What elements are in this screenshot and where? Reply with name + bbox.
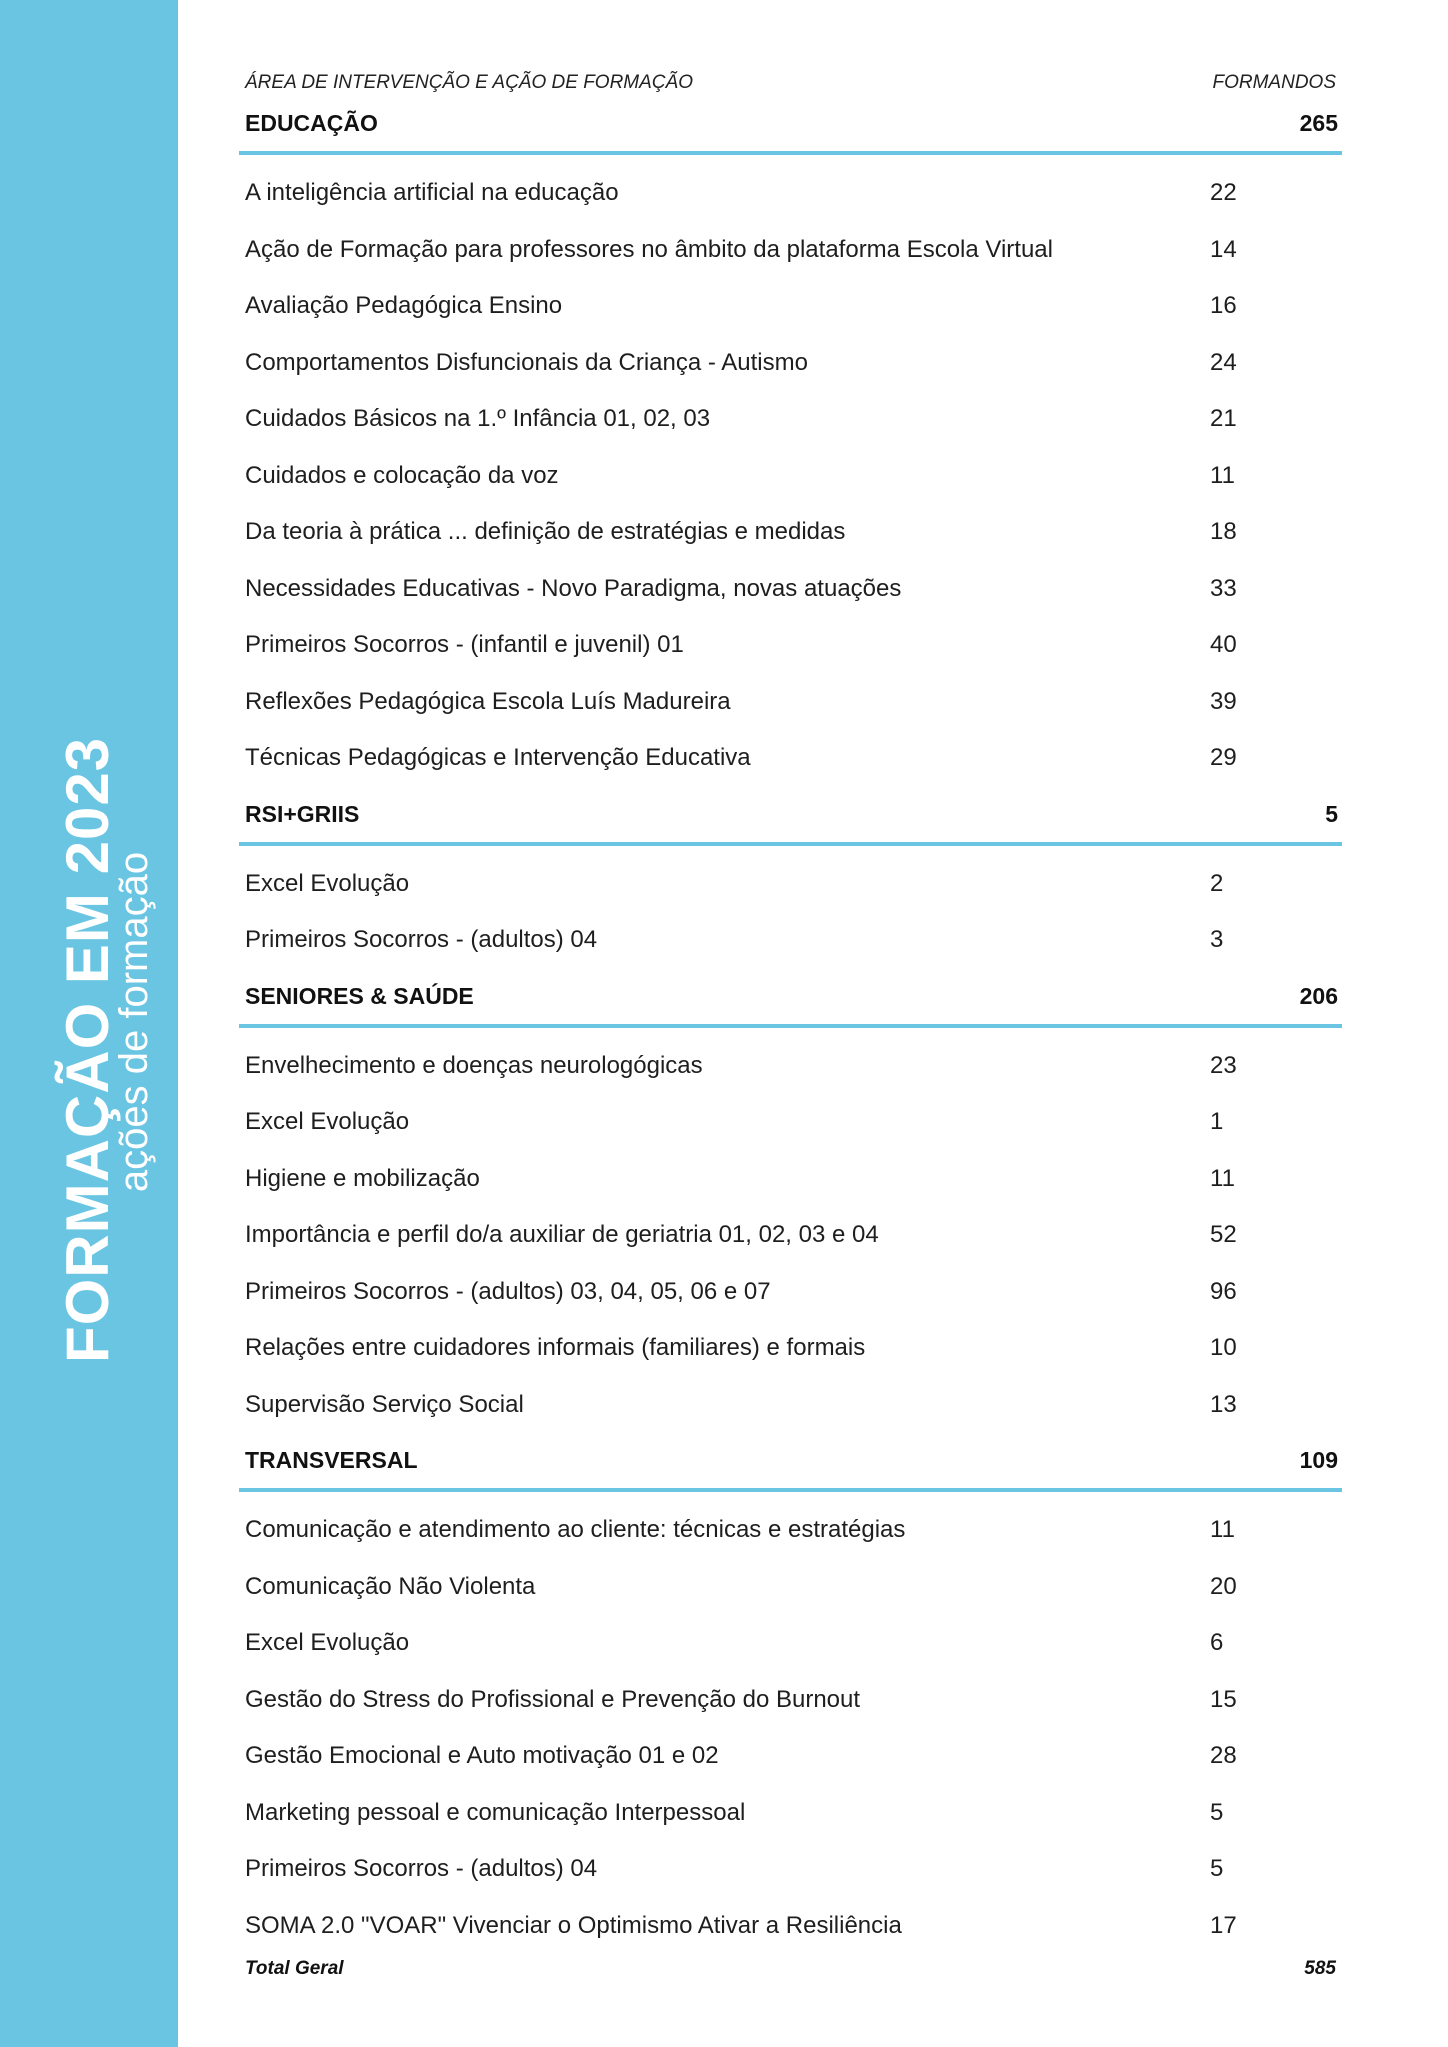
course-name: Ação de Formação para professores no âmbito da plataforma Escola Virtual	[245, 235, 1053, 263]
grand-total-value: 585	[1304, 1958, 1336, 1979]
course-name: Cuidados Básicos na 1.º Infância 01, 02, 03	[245, 405, 711, 432]
course-name: Técnicas Pedagógicas e Intervenção Educativa	[245, 744, 751, 771]
section-header	[239, 787, 1342, 846]
trainee-count: 5	[1210, 1855, 1224, 1882]
trainee-count: 29	[1210, 744, 1237, 771]
section-total: 5	[1325, 800, 1338, 827]
table-row	[245, 1377, 1338, 1434]
trainee-count: 23	[1210, 1051, 1237, 1079]
trainee-count: 11	[1210, 1516, 1235, 1543]
table-row	[245, 1207, 1338, 1264]
table-row	[245, 912, 1338, 969]
table-row	[245, 856, 1338, 913]
table-row	[245, 1615, 1338, 1672]
section-name: EDUCAÇÃO	[245, 110, 378, 136]
course-name: Relações entre cuidadores informais (familiares) e formais	[245, 1334, 866, 1361]
trainee-count: 1	[1210, 1108, 1224, 1135]
table-row	[245, 1672, 1338, 1729]
grand-total-label: Total Geral	[245, 1958, 344, 1979]
table-row	[245, 1898, 1338, 1955]
course-name: Gestão Emocional e Auto motivação 01 e 02	[245, 1742, 719, 1769]
table-row	[245, 1151, 1338, 1208]
section-total: 109	[1299, 1447, 1338, 1473]
table-row	[245, 504, 1338, 561]
table-row	[245, 448, 1338, 505]
course-name: Reflexões Pedagógica Escola Luís Madureira	[245, 687, 731, 715]
section-total: 206	[1299, 982, 1338, 1009]
section-name: RSI+GRIIS	[245, 800, 360, 827]
course-name: Excel Evolução	[245, 869, 410, 897]
section-header	[239, 969, 1342, 1028]
course-name: Necessidades Educativas - Novo Paradigma, novas atuações	[245, 574, 902, 602]
trainee-count: 5	[1210, 1798, 1224, 1826]
trainee-count: 16	[1210, 292, 1237, 319]
trainee-count: 10	[1210, 1334, 1237, 1361]
course-name: Higiene e mobilização	[245, 1164, 480, 1192]
course-name: Da teoria à prática ... definição de estratégias e medidas	[245, 518, 846, 545]
trainee-count: 11	[1210, 1164, 1235, 1192]
course-name: Supervisão Serviço Social	[245, 1390, 524, 1418]
course-name: Primeiros Socorros - (adultos) 04	[245, 926, 598, 953]
area-column-header: ÁREA DE INTERVENÇÃO E AÇÃO DE FORMAÇÃO	[245, 72, 693, 93]
trainee-count: 22	[1210, 179, 1237, 206]
training-table	[245, 68, 1338, 1998]
table-column-headers	[245, 68, 1338, 96]
trainee-count: 2	[1210, 869, 1224, 897]
section-name: TRANSVERSAL	[245, 1447, 418, 1473]
trainee-count: 24	[1210, 348, 1237, 376]
grand-total-row	[245, 1958, 1338, 1998]
table-row	[245, 335, 1338, 392]
course-name: Comportamentos Disfuncionais da Criança - Autismo	[245, 348, 808, 376]
trainee-count: 11	[1210, 461, 1235, 489]
table-row	[245, 1502, 1338, 1559]
trainee-count: 3	[1210, 926, 1224, 953]
table-row	[245, 1559, 1338, 1616]
sections-container	[245, 96, 1338, 1954]
table-row	[245, 391, 1338, 448]
table-row	[245, 222, 1338, 279]
course-name: Primeiros Socorros - (adultos) 03, 04, 05, 06 e 07	[245, 1277, 771, 1305]
sidebar-subtitle: ações de formação	[112, 851, 156, 1193]
section-rows	[245, 846, 1338, 969]
table-row	[245, 1320, 1338, 1377]
table-row	[245, 1728, 1338, 1785]
table-row	[245, 165, 1338, 222]
table-row	[245, 1038, 1338, 1095]
table-row	[245, 1785, 1338, 1842]
trainee-count: 52	[1210, 1221, 1237, 1248]
course-name: Excel Evolução	[245, 1629, 410, 1656]
trainee-count: 18	[1210, 518, 1237, 545]
trainee-count: 33	[1210, 574, 1237, 602]
table-row	[245, 278, 1338, 335]
table-row	[245, 617, 1338, 674]
course-name: A inteligência artificial na educação	[245, 179, 619, 206]
trainee-count: 6	[1210, 1629, 1224, 1656]
trainee-count: 39	[1210, 687, 1237, 715]
course-name: Marketing pessoal e comunicação Interpessoal	[245, 1798, 746, 1826]
course-name: Primeiros Socorros - (infantil e juvenil) 01	[245, 631, 684, 658]
table-row	[245, 561, 1338, 618]
trainee-count: 21	[1210, 405, 1237, 432]
course-name: Excel Evolução	[245, 1108, 410, 1135]
section-rows	[245, 1492, 1338, 1954]
table-row	[245, 1264, 1338, 1321]
trainee-count: 96	[1210, 1277, 1237, 1305]
table-row	[245, 1841, 1338, 1898]
course-name: Comunicação Não Violenta	[245, 1572, 536, 1600]
trainee-count: 20	[1210, 1572, 1237, 1600]
table-row	[245, 730, 1338, 787]
section-name: SENIORES & SAÚDE	[245, 982, 474, 1009]
table-row	[245, 1094, 1338, 1151]
course-name: Avaliação Pedagógica Ensino	[245, 292, 563, 319]
count-column-header: FORMANDOS	[1212, 72, 1336, 93]
section-rows	[245, 1028, 1338, 1434]
course-name: Cuidados e colocação da voz	[245, 461, 559, 489]
sidebar-band	[0, 0, 178, 2047]
trainee-count: 15	[1210, 1685, 1237, 1713]
course-name: Comunicação e atendimento ao cliente: técnicas e estratégias	[245, 1516, 906, 1543]
course-name: Importância e perfil do/a auxiliar de geriatria 01, 02, 03 e 04	[245, 1221, 879, 1248]
trainee-count: 40	[1210, 631, 1237, 658]
section-total: 265	[1299, 110, 1338, 136]
course-name: Envelhecimento e doenças neurologógicas	[245, 1051, 703, 1079]
trainee-count: 17	[1210, 1911, 1237, 1939]
trainee-count: 14	[1210, 235, 1237, 263]
section-header	[239, 96, 1342, 155]
course-name: SOMA 2.0 "VOAR" Vivenciar o Optimismo Ativar a Resiliência	[245, 1911, 902, 1939]
trainee-count: 28	[1210, 1742, 1237, 1769]
course-name: Gestão do Stress do Profissional e Prevenção do Burnout	[245, 1685, 861, 1713]
course-name: Primeiros Socorros - (adultos) 04	[245, 1855, 598, 1882]
sidebar-title: FORMAÇÃO EM 2023	[54, 736, 121, 1364]
trainee-count: 13	[1210, 1390, 1237, 1418]
table-row	[245, 674, 1338, 731]
section-rows	[245, 155, 1338, 787]
section-header	[239, 1433, 1342, 1492]
